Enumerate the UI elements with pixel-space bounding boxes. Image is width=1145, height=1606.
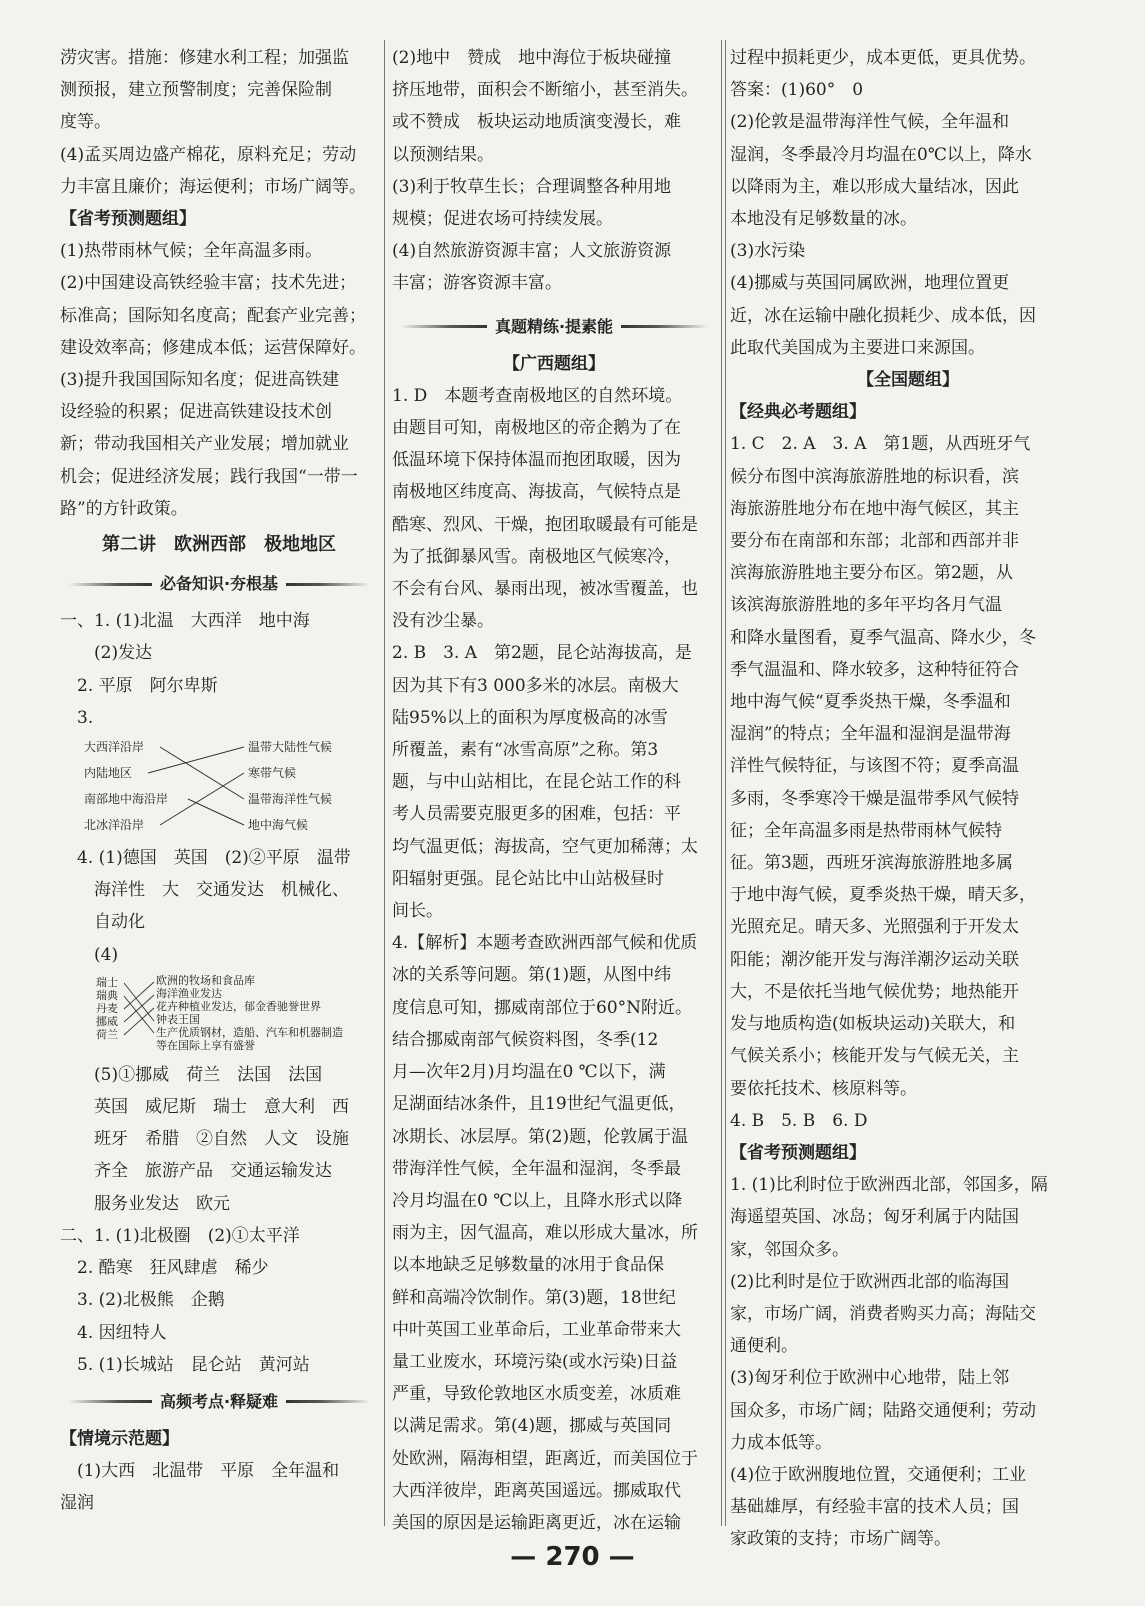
text-line: 于地中海气候，夏季炎热干燥，晴天多，: [730, 885, 1036, 906]
text-line: 以预测结果。: [392, 144, 494, 165]
text-line: 雨为主，因气温高，难以形成大量冰，所: [392, 1223, 698, 1244]
text-line: 陆95%以上的面积为厚度极高的冰雪: [392, 707, 668, 728]
text-line: (4)孟买周边盛产棉花，原料充足；劳动: [60, 144, 357, 165]
col1-top-text: [60, 42, 378, 203]
text-line: 家，邻国众多。: [730, 1239, 849, 1260]
text-line: 国众多，市场广阔；陆路交通便利；劳动: [730, 1400, 1036, 1421]
text-line: 以本地缺乏足够数量的冰用于食品保: [392, 1255, 664, 1276]
text-line: (4)自然旅游资源丰富；人文旅游资源: [392, 241, 672, 262]
text-line: 冰的关系等问题。第(1)题，从图中纬: [392, 965, 672, 986]
page-number: — 270 —: [510, 1542, 635, 1572]
text-line: (1)大西 北温带 平原 全年温和: [60, 1461, 340, 1482]
diagram2-industry: 海洋渔业发达: [156, 986, 222, 1000]
text-line: 机会；促进经济发展；践行我国“一带一: [60, 466, 358, 487]
text-line: 建设效率高；修建成本低；运营保障好。: [60, 337, 366, 358]
text-line: 严重，导致伦敦地区水质变差，冰质难: [392, 1384, 681, 1405]
diagram2-country: 丹麦: [96, 1001, 118, 1015]
match-line: [124, 995, 154, 1022]
col1-section-three: [60, 1059, 378, 1381]
text-line: 以满足需求。第(4)题，挪威与英国同: [392, 1416, 672, 1437]
text-line: 涝灾害。措施：修建水利工程；加强监: [60, 48, 349, 68]
classic-tag: 【经典必考题组】: [730, 402, 866, 423]
text-line: 4. (1)德国 英国 (2)②平原 温带: [60, 848, 351, 869]
text-line: 或不赞成 板块运动地质演变漫长，难: [392, 112, 681, 133]
diagram2-industry: 生产优质钢材，造船、汽车和机器制造: [156, 1025, 343, 1039]
text-line: 以降雨为主，难以形成大量结冰，因此: [730, 176, 1019, 197]
text-line: 基础雄厚，有经验丰富的技术人员；国: [730, 1497, 1019, 1518]
text-line: 丰富；游客资源丰富。: [392, 273, 562, 294]
col2-top-text: [392, 42, 716, 300]
text-line: 湿润，冬季最冷月均温在0℃以上，降水: [730, 144, 1032, 165]
banner-rule-right: [286, 583, 370, 586]
text-line: 洋性气候特征，与该图不符；夏季高温: [730, 756, 1019, 777]
text-line: 度信息可知，挪威南部位于60°N附近。: [392, 997, 693, 1018]
column-3: [730, 42, 1086, 1556]
text-line: 带海洋性气候，全年温和湿润，冬季最: [392, 1158, 681, 1179]
matching-lines: [60, 734, 378, 842]
text-line: 4.【解析】本题考查欧洲西部气候和优质: [392, 933, 698, 954]
text-line: (3)匈牙利位于欧洲中心地带，陆上邻: [730, 1368, 1010, 1389]
text-line: 度等。: [60, 112, 111, 133]
text-line: 家政策的支持；市场广阔等。: [730, 1529, 951, 1550]
text-line: 季气温温和、降水较多，这种特征符合: [730, 659, 1019, 680]
guangxi-tag: 【广西题组】: [503, 353, 605, 374]
text-line: 标准高；国际知名度高；配套产业完善；: [60, 305, 366, 326]
text-line: 所覆盖，素有“冰雪高原”之称。第3: [392, 740, 659, 761]
text-line: (2)伦敦是温带海洋性气候，全年温和: [730, 112, 1010, 133]
text-line: 多雨，冬季寒冷干燥是温带季风气候特: [730, 788, 1019, 809]
text-line: 发与地质构造(如板块运动)关联大，和: [730, 1014, 1016, 1035]
text-line: 通便利。: [730, 1336, 798, 1357]
text-line: 力成本低等。: [730, 1432, 832, 1453]
col2-answers: [392, 380, 716, 1539]
text-line: 量工业废水，环境污染(或水污染)日益: [392, 1351, 678, 1372]
text-line: (3)水污染: [730, 241, 806, 262]
text-line: 1. (1)比利时位于欧洲西北部，邻国多，隔: [730, 1175, 1048, 1196]
text-line: 南极地区纬度高、海拔高，气候特点是: [392, 482, 681, 503]
diagram1-left-label: 内陆地区: [84, 766, 133, 781]
text-line: (2)中国建设高铁经验丰富；技术先进；: [60, 273, 357, 294]
text-line: 鲜和高端冷饮制作。第(3)题，18世纪: [392, 1287, 676, 1308]
col3-classic-answers: [730, 428, 1086, 1136]
text-line: 美国的原因是运输距离更近，冰在运输: [392, 1512, 681, 1533]
text-line: 滨海旅游胜地主要分布区。第2题，从: [730, 563, 1013, 584]
column-1: [60, 42, 378, 1520]
text-line: 地中海气候“夏季炎热干燥，冬季温和: [730, 692, 1011, 713]
text-line: (2)比利时是位于欧洲西北部的临海国: [730, 1271, 1010, 1292]
text-line: 为了抵御暴风雪。南极地区气候寒冷，: [392, 546, 681, 567]
diagram1-left-label: 南部地中海沿岸: [84, 792, 169, 807]
text-line: 路”的方针政策。: [60, 498, 188, 519]
text-line: 2. 平原 阿尔卑斯: [60, 675, 218, 696]
text-line: 3.: [60, 707, 94, 728]
match-line: [160, 773, 244, 825]
diagram1-right-label: 寒带气候: [248, 766, 297, 781]
text-line: (3)提升我国国际知名度；促进高铁建: [60, 370, 340, 391]
text-line: 海旅游胜地分布在地中海气候区，其主: [730, 498, 1019, 519]
text-line: 班牙 希腊 ②自然 人文 设施: [60, 1129, 349, 1150]
diagram2-country: 瑞典: [96, 988, 118, 1002]
text-line: 规模；促进农场可持续发展。: [392, 209, 613, 230]
diagram2-industry: 等在国际上享有盛誉: [156, 1038, 255, 1052]
text-line: 服务业发达 欧元: [60, 1193, 230, 1214]
text-line: 本地没有足够数量的冰。: [730, 209, 917, 230]
diagram2-lines: [60, 971, 378, 1059]
text-line: 酷寒、烈风、干燥，抱团取暖最有可能是: [392, 514, 698, 535]
country-industry-diagram: [60, 971, 378, 1059]
text-line: 光照充足。晴天多、光照强利于开发太: [730, 917, 1019, 938]
match-line: [124, 1008, 154, 1035]
diagram2-country: 瑞士: [96, 975, 118, 989]
text-line: (5)①挪威 荷兰 法国 法国: [60, 1064, 323, 1085]
text-line: 大，不是依托当地气候优势；地热能开: [730, 981, 1019, 1002]
text-line: 不会有台风、暴雨出现，被冰雪覆盖，也: [392, 579, 698, 600]
text-line: 均气温更低；海拔高，空气更加稀薄；太: [392, 836, 698, 857]
text-line: 近，冰在运输中融化损耗少、成本低，因: [730, 305, 1036, 326]
text-line: 湿润: [60, 1493, 94, 1514]
banner-title: 高频考点·释疑难: [159, 1391, 279, 1411]
diagram1-left-label: 北冰洋沿岸: [84, 818, 145, 833]
text-line: 新；带动我国相关产业发展；增加就业: [60, 434, 349, 455]
text-line: 题，与中山站相比，在昆仑站工作的科: [392, 772, 681, 793]
diagram1-right-label: 地中海气候: [248, 818, 309, 833]
col1-section-one: [60, 605, 378, 734]
text-line: 过程中损耗更少，成本更低，更具优势。: [730, 48, 1036, 68]
text-line: 力丰富且廉价；海运便利；市场广阔等。: [60, 176, 366, 197]
banner-rule-left: [400, 325, 487, 328]
diagram2-industry: 花卉种植业发达，郁金香驰誉世界: [156, 999, 321, 1013]
text-line: 冰期长、冰层厚。第(2)题，伦敦属于温: [392, 1126, 689, 1147]
text-line: 候分布图中滨海旅游胜地的标识看，滨: [730, 466, 1019, 487]
text-line: (1)热带雨林气候；全年高温多雨。: [60, 241, 323, 262]
text-line: 考人员需要克服更多的困难，包括：平: [392, 804, 681, 825]
text-line: 2. 酷寒 狂风肆虐 稀少: [60, 1258, 269, 1279]
banner-title: 真题精练·提素能: [494, 316, 614, 336]
text-line: 气候关系小；核能开发与气候无关，主: [730, 1046, 1019, 1067]
col3-province-tag: 【省考预测题组】: [730, 1142, 866, 1163]
diagram1-right-label: 温带大陆性气候: [248, 740, 333, 755]
text-line: 大西洋彼岸，距离英国遥远。挪威取代: [392, 1480, 681, 1501]
text-line: 阳辐射更强。昆仑站比中山站极昼时: [392, 868, 664, 889]
text-line: 湿润”的特点；全年温和湿润是温带海: [730, 724, 1011, 745]
text-line: 家，市场广阔，消费者购买力高；海陆交: [730, 1303, 1036, 1324]
text-line: (4)挪威与英国同属欧洲，地理位置更: [730, 273, 1010, 294]
text-line: 此取代美国成为主要进口来源国。: [730, 337, 985, 358]
text-line: 5. (1)长城站 昆仑站 黄河站: [60, 1354, 310, 1375]
column-2: [392, 42, 716, 1539]
diagram2-country: 挪威: [96, 1014, 118, 1028]
text-line: 答案：(1)60° 0: [730, 80, 864, 101]
scenario-tag: 【情境示范题】: [60, 1428, 179, 1449]
col1-section-two: [60, 842, 378, 971]
text-line: (2)地中 赞成 地中海位于板块碰撞: [392, 48, 672, 68]
text-line: 要依托技术、核原料等。: [730, 1078, 917, 1099]
text-line: 海遥望英国、冰岛；匈牙利属于内陆国: [730, 1207, 1019, 1228]
banner-rule-right: [621, 325, 708, 328]
text-line: 没有沙尘暴。: [392, 611, 494, 632]
text-line: 3. (2)北极熊 企鹅: [60, 1290, 225, 1311]
banner-rule-left: [68, 583, 152, 586]
text-line: 处欧洲，隔海相望，距离近，而美国位于: [392, 1448, 698, 1469]
text-line: 2. B 3. A 第2题，昆仑站海拔高，是: [392, 643, 692, 664]
text-line: 二、1. (1)北极圈 (2)①太平洋: [60, 1225, 300, 1246]
col3-province-answers: [730, 1169, 1086, 1555]
text-line: 该滨海旅游胜地的多年平均各月气温: [730, 595, 1002, 616]
banner-title: 必备知识·夯根基: [159, 574, 279, 594]
text-line: 1. D 本题考查南极地区的自然环境。: [392, 385, 683, 406]
diagram2-industry: 钟表王国: [156, 1012, 200, 1026]
diagram1-right-label: 温带海洋性气候: [248, 792, 333, 807]
text-line: (3)利于牧草生长；合理调整各种用地: [392, 176, 672, 197]
col3-top-text: [730, 42, 1086, 364]
text-line: 低温环境下保持体温而抱团取暖，因为: [392, 450, 681, 471]
text-line: 和降水量图看，夏季气温高、降水少，冬: [730, 627, 1036, 648]
text-line: 月—次年2月)月均温在0 ℃以下，满: [392, 1062, 666, 1083]
text-line: 足湖面结冰条件，且19世纪气温更低，: [392, 1094, 686, 1115]
text-line: 征；全年高温多雨是热带雨林气候特: [730, 820, 1002, 841]
match-line: [124, 982, 154, 1009]
text-line: (4): [60, 944, 119, 965]
banner-rule-left: [68, 1400, 152, 1403]
climate-matching-diagram: [60, 734, 378, 842]
text-line: 阳能；潮汐能开发与海洋潮汐运动关联: [730, 949, 1019, 970]
match-line: [160, 747, 244, 799]
national-tag: 【全国题组】: [857, 370, 959, 391]
text-line: 4. B 5. B 6. D: [730, 1110, 868, 1131]
text-line: 设经验的积累；促进高铁建设技术创: [60, 402, 332, 423]
col1-province-tag: 【省考预测题组】: [60, 209, 196, 230]
text-line: 齐全 旅游产品 交通运输发达: [60, 1161, 332, 1182]
text-line: (4)位于欧洲腹地位置，交通便利；工业: [730, 1464, 1027, 1485]
diagram2-industry: 欧洲的牧场和食品库: [156, 973, 255, 987]
text-line: 冷月均温在0 ℃以上，且降水形式以降: [392, 1190, 683, 1211]
diagram2-country: 荷兰: [96, 1027, 118, 1041]
column-divider-right: [721, 40, 726, 1526]
text-line: 征。第3题，西班牙滨海旅游胜地多属: [730, 853, 1013, 874]
lesson-title: 第二讲 欧洲西部 极地地区: [102, 534, 336, 556]
text-line: 自动化: [60, 912, 145, 933]
diagram1-left-label: 大西洋沿岸: [84, 740, 145, 755]
text-line: 间长。: [392, 901, 443, 922]
col1-province-answers: [60, 235, 378, 525]
text-line: (2)发达: [60, 643, 153, 664]
text-line: 挤压地带，面积会不断缩小，甚至消失。: [392, 80, 698, 101]
text-line: 由题目可知，南极地区的帝企鹅为了在: [392, 418, 681, 439]
col1-scenario-answers: [60, 1455, 378, 1519]
banner-rule-right: [286, 1400, 370, 1403]
text-line: 英国 威尼斯 瑞士 意大利 西: [60, 1097, 349, 1118]
column-divider-left: [384, 40, 385, 1526]
text-line: 因为其下有3 000多米的冰层。南极大: [392, 675, 679, 696]
banner-essential-knowledge: [60, 563, 378, 605]
banner-high-frequency: [60, 1381, 378, 1423]
text-line: 中叶英国工业革命后，工业革命带来大: [392, 1319, 681, 1340]
text-line: 要分布在南部和东部；北部和西部并非: [730, 531, 1019, 552]
text-line: 1. C 2. A 3. A 第1题，从西班牙气: [730, 434, 1031, 455]
text-line: 结合挪威南部气候资料图，冬季(12: [392, 1029, 659, 1050]
text-line: 一、1. (1)北温 大西洋 地中海: [60, 611, 310, 632]
text-line: 海洋性 大 交通发达 机械化、: [60, 880, 349, 901]
text-line: 测预报，建立预警制度；完善保险制: [60, 80, 332, 101]
text-line: 4. 因纽特人: [60, 1322, 167, 1343]
banner-real-exam: [392, 306, 716, 348]
